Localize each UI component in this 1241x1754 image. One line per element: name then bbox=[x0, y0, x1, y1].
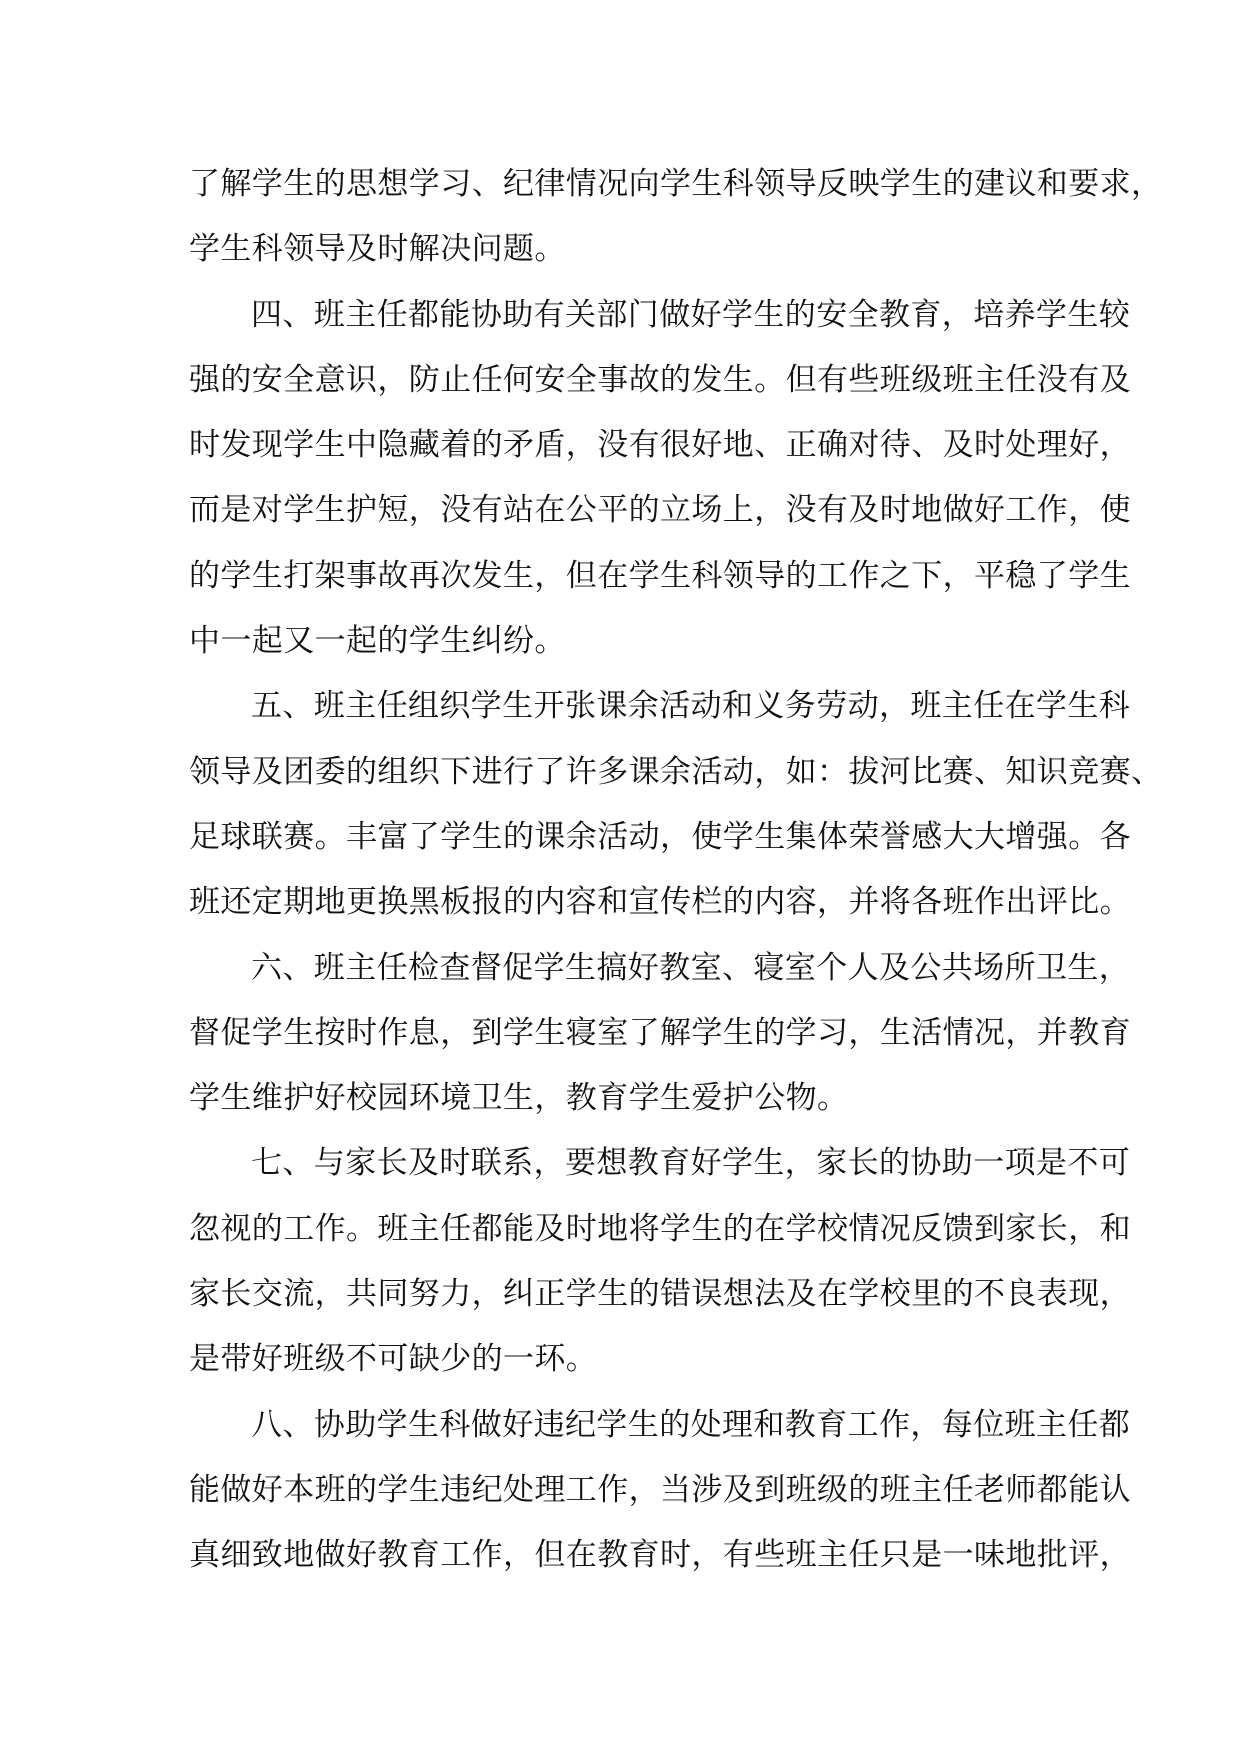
text-line: 领导及团委的组织下进行了许多课余活动，如：拔河比赛、知识竞赛、 bbox=[189, 753, 1163, 790]
text-line: 中一起又一起的学生纠纷。 bbox=[189, 623, 566, 660]
paragraph-first-line: 六、班主任检查督促学生搞好教室、寝室个人及公共场所卫生， bbox=[251, 949, 1131, 986]
paragraph-first-line: 五、班主任组织学生开张课余活动和义务劳动，班主任在学生科 bbox=[251, 688, 1131, 725]
text-line: 能做好本班的学生违纪处理工作，当涉及到班级的班主任老师都能认 bbox=[189, 1471, 1131, 1508]
text-line: 班还定期地更换黑板报的内容和宣传栏的内容，并将各班作出评比。 bbox=[189, 884, 1131, 921]
paragraph-first-line: 七、与家长及时联系，要想教育好学生，家长的协助一项是不可 bbox=[251, 1145, 1131, 1182]
text-line: 强的安全意识，防止任何安全事故的发生。但有些班级班主任没有及 bbox=[189, 361, 1131, 398]
text-line: 真细致地做好教育工作，但在教育时，有些班主任只是一味地批评， bbox=[189, 1537, 1131, 1574]
text-line: 了解学生的思想学习、纪律情况向学生科领导反映学生的建议和要求， bbox=[189, 166, 1163, 202]
text-line: 家长交流，共同努力，纠正学生的错误想法及在学校里的不良表现， bbox=[189, 1276, 1131, 1313]
text-line: 学生科领导及时解决问题。 bbox=[189, 231, 566, 268]
text-line: 忽视的工作。班主任都能及时地将学生的在学校情况反馈到家长，和 bbox=[189, 1210, 1131, 1247]
text-line: 督促学生按时作息，到学生寝室了解学生的学习，生活情况，并教育 bbox=[189, 1014, 1131, 1051]
paragraph-first-line: 八、协助学生科做好违纪学生的处理和教育工作，每位班主任都 bbox=[251, 1406, 1131, 1443]
text-line: 足球联赛。丰富了学生的课余活动，使学生集体荣誉感大大增强。各 bbox=[189, 818, 1131, 855]
text-line: 时发现学生中隐藏着的矛盾，没有很好地、正确对待、及时处理好， bbox=[189, 427, 1131, 464]
text-line: 是带好班级不可缺少的一环。 bbox=[189, 1341, 598, 1378]
text-line: 而是对学生护短，没有站在公平的立场上，没有及时地做好工作，使 bbox=[189, 492, 1131, 529]
text-line: 的学生打架事故再次发生，但在学生科领导的工作之下，平稳了学生 bbox=[189, 557, 1131, 594]
document-body bbox=[189, 152, 1163, 1589]
paragraph-first-line: 四、班主任都能协助有关部门做好学生的安全教育，培养学生较 bbox=[251, 296, 1131, 333]
text-line: 学生维护好校园环境卫生，教育学生爱护公物。 bbox=[189, 1080, 849, 1117]
